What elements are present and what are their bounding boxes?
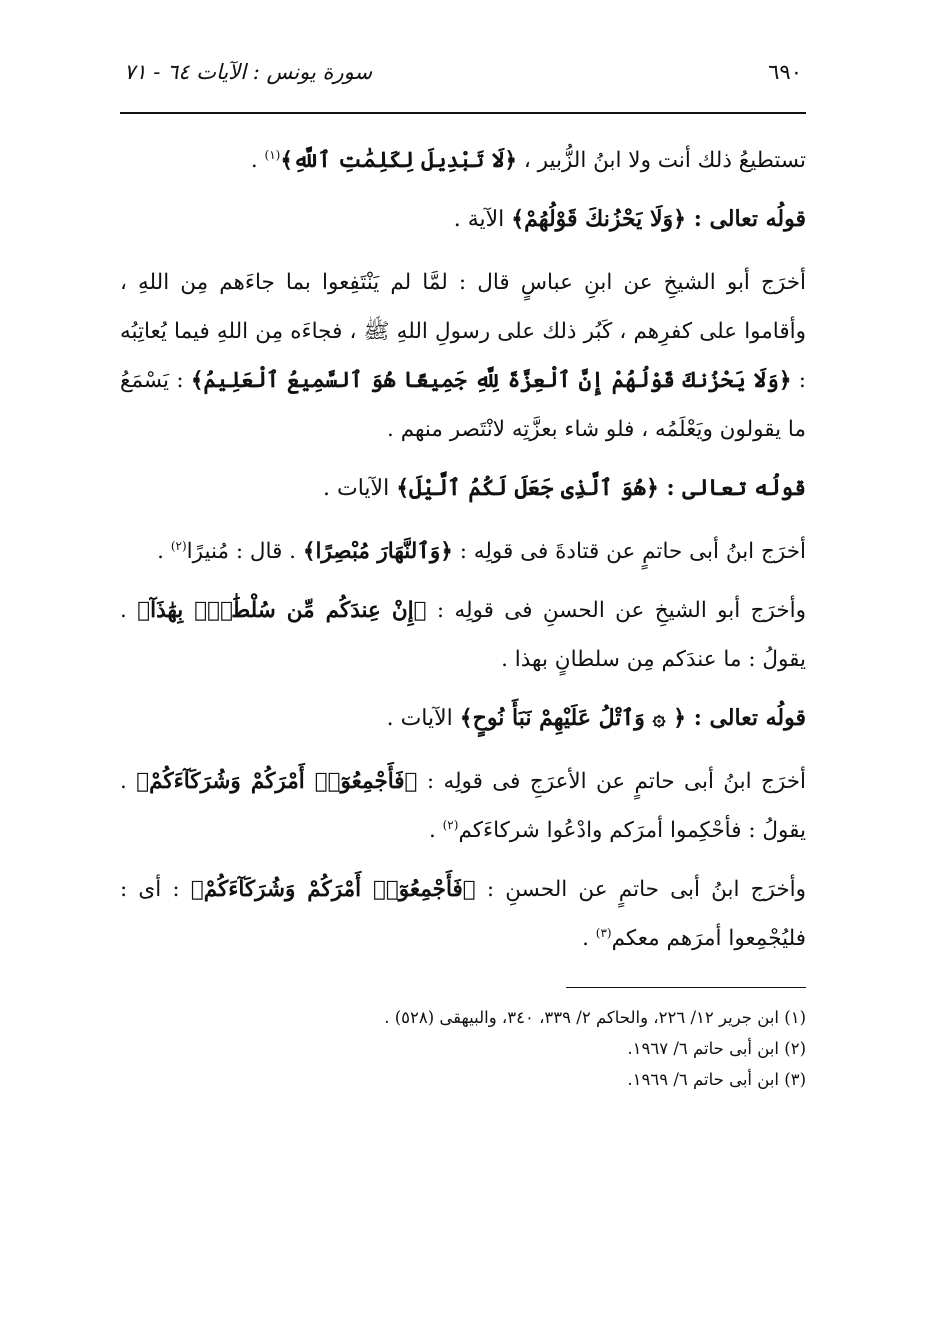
text-run: الآيات .: [323, 476, 397, 501]
footnote-3: (٣) ابن أبى حاتم ٦/ ١٩٦٩.: [627, 1070, 806, 1089]
text-run: أخرَج ابنُ أبى حاتمٍ عن الأعرَجِ فى قولِه :: [417, 769, 806, 794]
running-title: سورة يونس : الآيات ٦٤ - ٧١: [124, 60, 373, 84]
text-run: الآية .: [453, 207, 512, 232]
page-number: ٦٩٠: [768, 60, 802, 84]
paragraph: [120, 865, 806, 963]
page-header: [120, 60, 806, 114]
section-heading: [120, 464, 806, 513]
section-heading: [120, 195, 806, 244]
paragraph: [120, 136, 806, 185]
text-run: : أى : فليُجْمِعوا أمرَهم معكم: [120, 877, 806, 951]
paragraph: [120, 527, 806, 576]
body-text: [120, 136, 806, 963]
paragraph: [120, 258, 806, 454]
footnote-1: (١) ابن جرير ١٢/ ٢٢٦، والحاكم ٢/ ٣٣٩، ٣٤٠، والبيهقى (٥٢٨) .: [384, 1008, 806, 1027]
quran-quote: ﴿وَٱلنَّهَارَ مُبْصِرًا﴾: [302, 539, 453, 564]
footnote-divider: [566, 987, 806, 988]
quran-quote: ﴿فَأَجْمِعُوٓا۟ أَمْرَكُمْ وَشُرَكَآءَكُمْ﴾: [190, 877, 476, 902]
heading-lead: قولُه تعالى :: [686, 705, 806, 731]
text-run: تستطيعُ ذلك أنت ولا ابنُ الزُّبير ،: [516, 148, 806, 173]
quran-quote: ﴿وَلَا يَحْزُنكَ قَوْلُهُمْ﴾: [511, 206, 687, 232]
paragraph: [120, 757, 806, 855]
footnotes: [120, 1002, 806, 1095]
quran-quote: ﴿ ۞ وَٱتْلُ عَلَيْهِمْ نَبَأَ نُوحٍ﴾: [459, 705, 687, 731]
footnote-ref: (٢): [442, 817, 459, 832]
quran-quote: ﴿فَأَجْمِعُوٓا۟ أَمْرَكُمْ وَشُرَكَآءَكُمْ﴾: [136, 769, 418, 794]
text-run: الآيات .: [386, 706, 460, 731]
text-run: أخرَج ابنُ أبى حاتمٍ عن قتادةَ فى قولِه :: [452, 539, 806, 564]
text-run: .: [428, 818, 443, 843]
quran-quote: ﴿إِنْ عِندَكُم مِّن سُلْطَٰنٍۭ بِهَٰذَآ﴾: [137, 598, 427, 623]
page: [120, 60, 806, 1095]
heading-lead: قولُه تعالى :: [658, 475, 806, 501]
footnote-ref: (١): [264, 147, 281, 162]
text-run: وأخرَج أبو الشيخِ عن الحسنِ فى قولِه :: [426, 598, 806, 623]
footnote-2: (٢) ابن أبى حاتم ٦/ ١٩٦٧.: [627, 1039, 806, 1058]
quran-quote: ﴿وَلَا يَحْزُنكَ قَوْلُهُمْ إِنَّ ٱلْعِزَّةَ لِلَّهِ جَمِيعًا هُوَ ٱلسَّمِيعُ ٱلْعَلِيمُ﴾: [190, 368, 792, 393]
text-run: . قال : مُنيرًا: [186, 539, 303, 564]
text-run: .: [250, 148, 265, 173]
text-run: .: [582, 926, 596, 951]
quran-quote: ﴿لَا تَبْدِيلَ لِكَلِمَٰتِ ٱللَّهِ﴾: [280, 148, 517, 173]
text-run: .: [157, 539, 171, 564]
quran-quote: ﴿هُوَ ٱلَّذِى جَعَلَ لَكُمُ ٱلَّيْلَ﴾: [396, 475, 659, 501]
text-run: . يقولُ : ما عندَكم مِن سلطانٍ بهذا .: [120, 598, 806, 672]
heading-lead: قولُه تعالى :: [686, 206, 806, 232]
text-run: : يَسْمَعُ ما يقولون ويَعْلَمُه ، فلو شاء بعزَّتِه لانْتَصر منهم .: [120, 368, 806, 442]
footnote-ref: (٢): [170, 538, 187, 553]
footnote-ref: (٣): [595, 925, 612, 940]
section-heading: [120, 694, 806, 743]
text-run: أخرَج أبو الشيخِ عن ابنِ عباسٍ قال : لمَّا لم يَنْتَفِعوا بما جاءَهم مِن اللهِ ، وأقاموا على كفرِهم ، كَبُر ذلك على رسولِ اللهِ ﷺ ، فجاءَه مِن اللهِ فيما يُعاتِبُه :: [120, 270, 807, 393]
text-run: وأخرَج ابنُ أبى حاتمٍ عن الحسنِ :: [475, 877, 807, 902]
paragraph: [120, 586, 806, 684]
text-run: . يقولُ : فأحْكِموا أمرَكم وادْعُوا شركاءَكم: [120, 769, 806, 843]
